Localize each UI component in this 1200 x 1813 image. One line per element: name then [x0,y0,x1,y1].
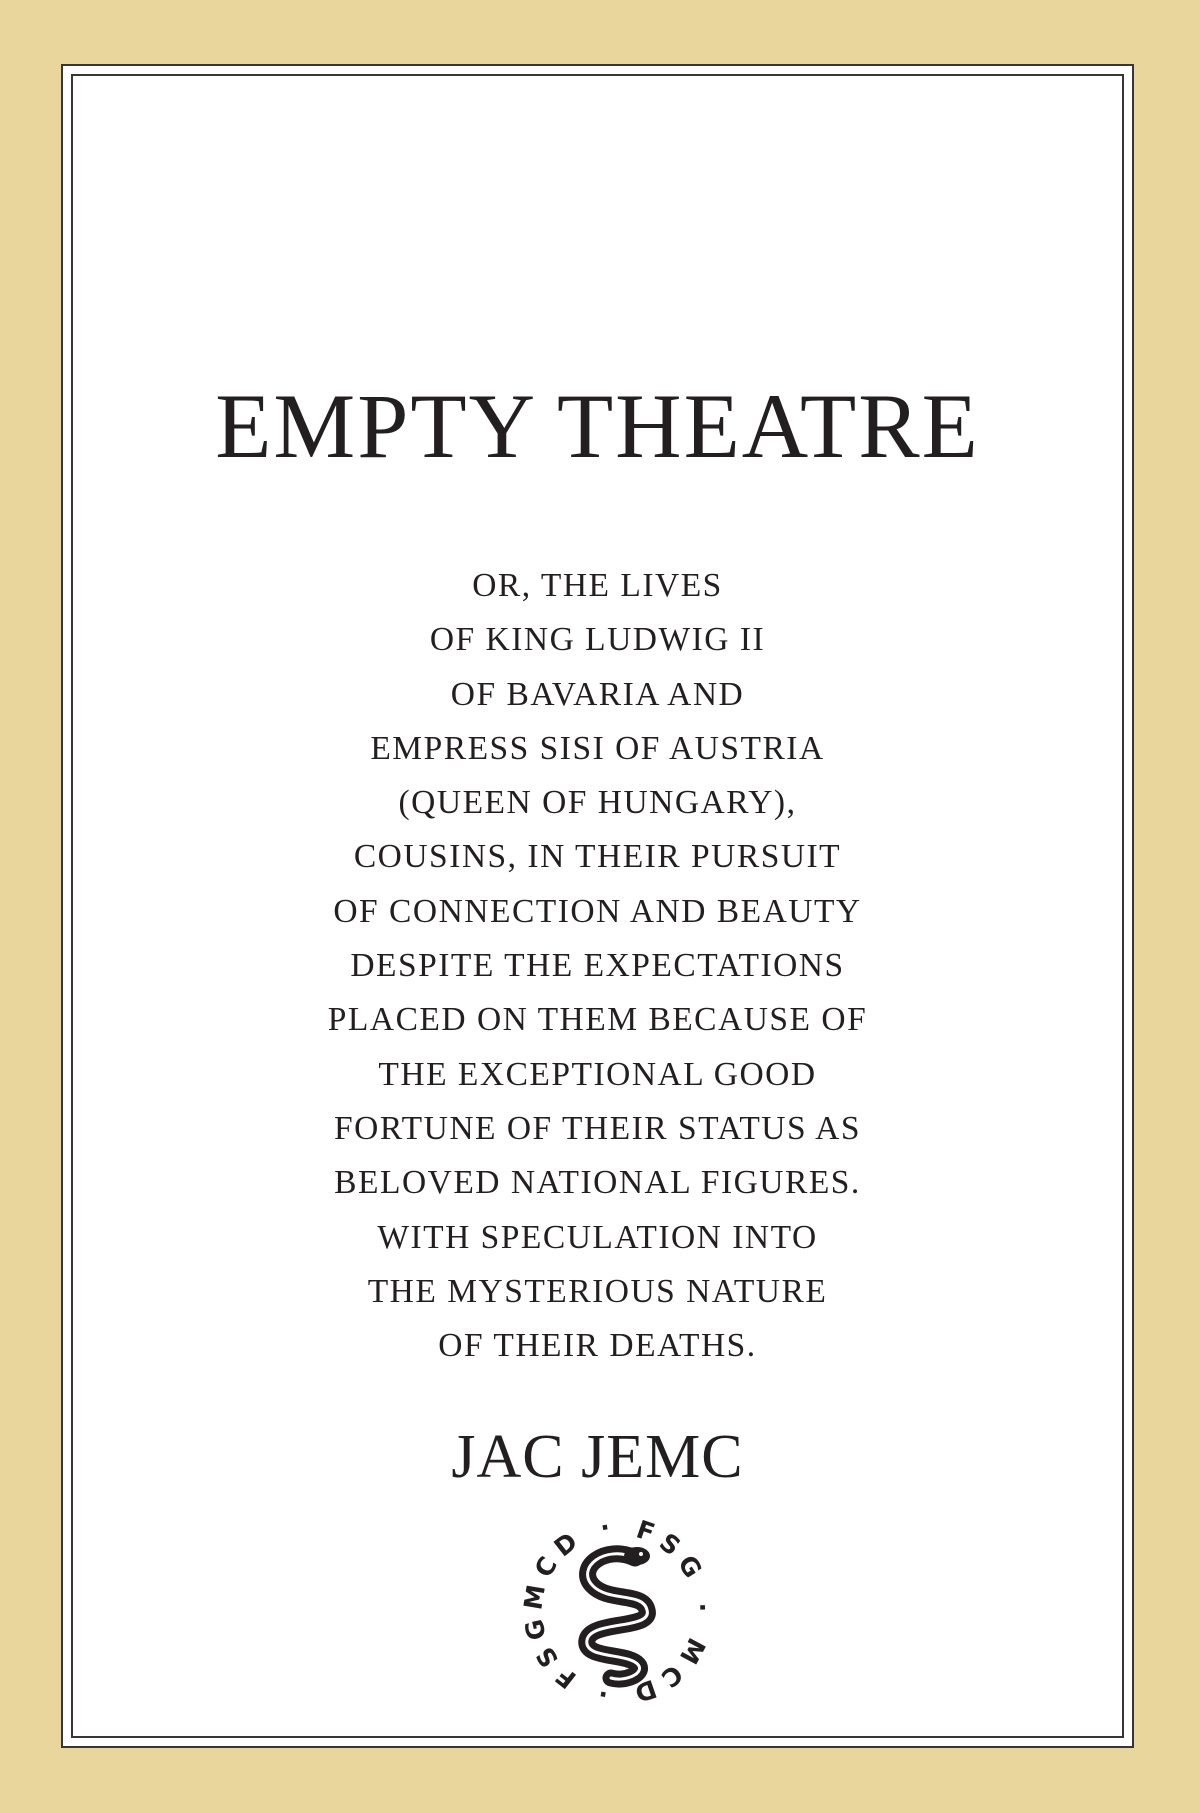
logo-ring-text: MCD · FSG · MCD · FSG [518,1511,718,1711]
subtitle-line: BELOVED NATIONAL FIGURES. [334,1164,861,1202]
book-subtitle [63,559,1132,1373]
publisher-logo [513,1506,723,1716]
subtitle-line: THE MYSTERIOUS NATURE [367,1272,828,1310]
subtitle-line: OF BAVARIA AND [450,675,745,713]
subtitle-line: OF KING LUDWIG II [429,621,766,659]
subtitle-line: OF THEIR DEATHS. [438,1327,757,1365]
book-title: EMPTY THEATRE [215,375,980,477]
subtitle-line: OR, THE LIVES [472,567,723,604]
subtitle-line: DESPITE THE EXPECTATIONS [350,947,845,985]
subtitle-line: WITH SPECULATION INTO [377,1218,818,1256]
serpent-mark [587,1547,650,1679]
serpent-seal-icon [513,1506,723,1716]
author-name: JAC JEMC [451,1423,744,1491]
subtitle-line: OF CONNECTION AND BEAUTY [333,892,862,930]
cover-panel [61,64,1134,1748]
subtitle-line: FORTUNE OF THEIR STATUS AS [334,1109,861,1147]
subtitle-line: PLACED ON THEM BECAUSE OF [327,1001,868,1039]
subtitle-line: EMPRESS SISI OF AUSTRIA [370,729,825,767]
subtitle-line: COUSINS, IN THEIR PURSUIT [353,838,842,876]
subtitle-line: (QUEEN OF HUNGARY), [398,784,797,822]
subtitle-line: THE EXCEPTIONAL GOOD [378,1055,817,1093]
